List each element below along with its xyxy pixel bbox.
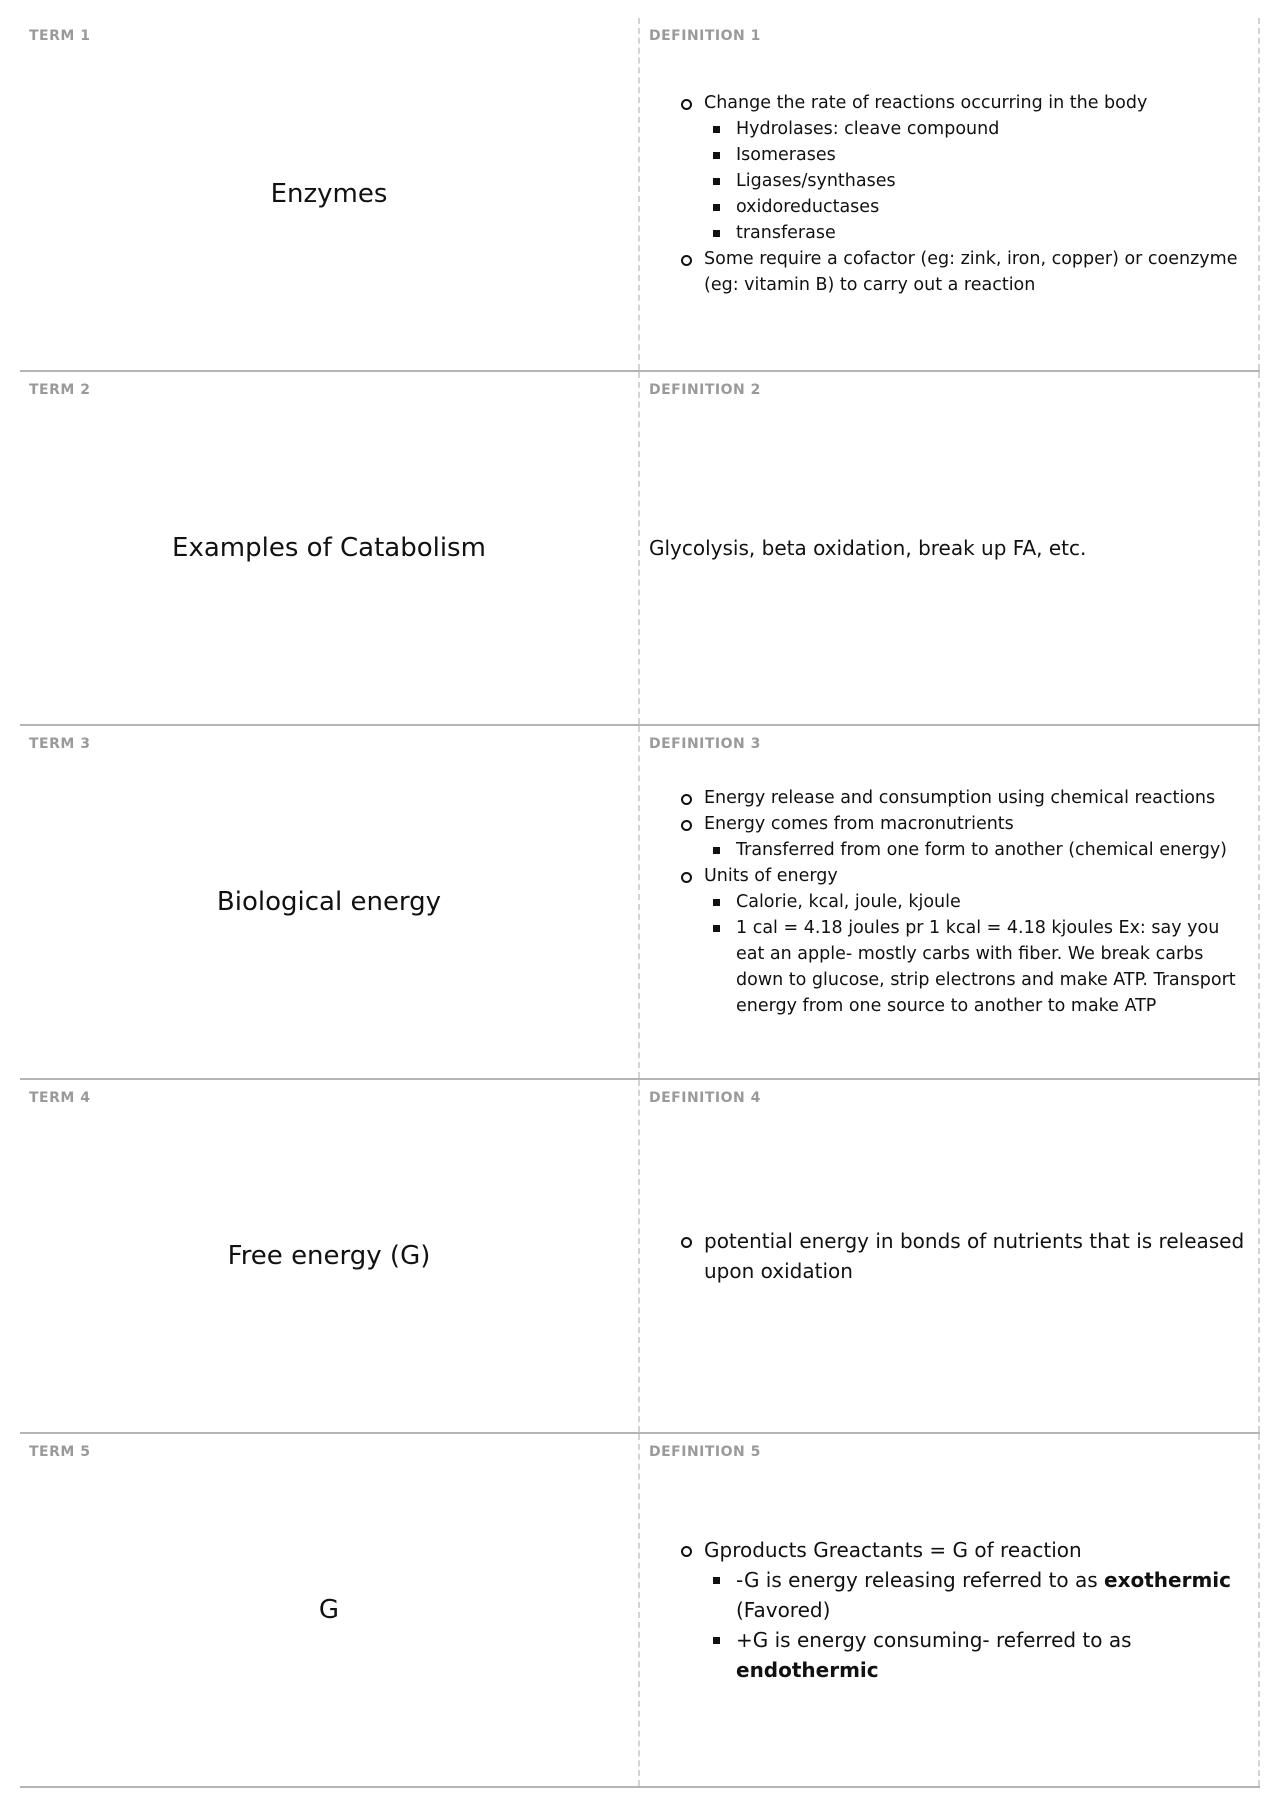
sub-list-item-text: +G is energy consuming- referred to as xyxy=(736,1628,1132,1652)
sub-list-item: oxidoreductases xyxy=(736,194,1250,220)
list-item-text: Energy comes from macronutrients xyxy=(704,814,1014,834)
list-item: Some require a cofactor (eg: zink, iron, copper) or coenzyme (eg: vitamin B) to carry out a reaction xyxy=(704,246,1250,298)
term-label: TERM 3 xyxy=(29,736,91,752)
definition-body xyxy=(649,90,1250,298)
bold-term: endothermic xyxy=(736,1658,879,1682)
sub-bullet-list xyxy=(704,116,1250,246)
flashcard-3 xyxy=(20,726,1260,1080)
sub-list-item xyxy=(736,1625,1250,1685)
list-item-text: Gproducts Greactants = G of reaction xyxy=(704,1538,1082,1562)
term-cell-4 xyxy=(20,1080,640,1432)
sub-list-item: transferase xyxy=(736,220,1250,246)
term-label: TERM 4 xyxy=(29,1090,91,1106)
sub-list-item: Ligases/synthases xyxy=(736,168,1250,194)
sub-list-item: 1 cal = 4.18 joules pr 1 kcal = 4.18 kjoules Ex: say you eat an apple- mostly carbs with fiber. We break carbs down to glucose, strip electrons and make ATP. Transport energy from one source to another to make ATP xyxy=(736,915,1250,1019)
list-item xyxy=(704,863,1250,1019)
sub-list-item: Calorie, kcal, joule, kjoule xyxy=(736,889,1250,915)
flashcard-sheet xyxy=(20,18,1260,1788)
definition-label: DEFINITION 1 xyxy=(649,28,761,44)
list-item xyxy=(704,90,1250,246)
flashcard-5 xyxy=(20,1434,1260,1788)
flashcard-1 xyxy=(20,18,1260,372)
bold-term: exothermic xyxy=(1104,1568,1231,1592)
list-item-text: Change the rate of reactions occurring in the body xyxy=(704,93,1148,113)
term-cell-5 xyxy=(20,1434,640,1786)
flashcard-4 xyxy=(20,1080,1260,1434)
list-item: potential energy in bonds of nutrients that is released upon oxidation xyxy=(704,1226,1250,1286)
term-label: TERM 2 xyxy=(29,382,91,398)
bullet-list xyxy=(649,90,1250,298)
list-item: Energy release and consumption using chemical reactions xyxy=(704,785,1250,811)
term-label: TERM 1 xyxy=(29,28,91,44)
definition-body: Glycolysis, beta oxidation, break up FA, etc. xyxy=(649,536,1087,560)
definition-cell-5 xyxy=(640,1434,1260,1786)
term-text: Enzymes xyxy=(270,179,388,209)
list-item xyxy=(704,1535,1250,1685)
definition-body xyxy=(649,785,1250,1019)
term-label: TERM 5 xyxy=(29,1444,91,1460)
definition-cell-4 xyxy=(640,1080,1260,1432)
sub-list-item-text: (Favored) xyxy=(736,1598,831,1622)
term-cell-2 xyxy=(20,372,640,724)
term-cell-1 xyxy=(20,18,640,370)
term-text: Biological energy xyxy=(216,887,442,917)
definition-body xyxy=(649,1226,1250,1286)
sub-list-item: Hydrolases: cleave compound xyxy=(736,116,1250,142)
term-text: G xyxy=(318,1595,340,1625)
term-text: Free energy (G) xyxy=(227,1241,431,1271)
bullet-list xyxy=(649,1535,1250,1685)
sub-bullet-list xyxy=(704,837,1250,863)
sub-list-item: Isomerases xyxy=(736,142,1250,168)
definition-label: DEFINITION 2 xyxy=(649,382,761,398)
bullet-list xyxy=(649,785,1250,1019)
definition-cell-3 xyxy=(640,726,1260,1078)
definition-cell-1 xyxy=(640,18,1260,370)
sub-list-item xyxy=(736,1565,1250,1625)
definition-label: DEFINITION 4 xyxy=(649,1090,761,1106)
bullet-list xyxy=(649,1226,1250,1286)
definition-body xyxy=(649,1535,1250,1685)
list-item xyxy=(704,811,1250,863)
term-cell-3 xyxy=(20,726,640,1078)
sub-bullet-list xyxy=(704,889,1250,1019)
definition-label: DEFINITION 5 xyxy=(649,1444,761,1460)
definition-cell-2 xyxy=(640,372,1260,724)
sub-bullet-list xyxy=(704,1565,1250,1685)
term-text: Examples of Catabolism xyxy=(172,533,486,563)
sub-list-item-text: -G is energy releasing referred to as xyxy=(736,1568,1105,1592)
list-item-text: Units of energy xyxy=(704,866,838,886)
flashcard-2 xyxy=(20,372,1260,726)
definition-label: DEFINITION 3 xyxy=(649,736,761,752)
sub-list-item: Transferred from one form to another (chemical energy) xyxy=(736,837,1250,863)
